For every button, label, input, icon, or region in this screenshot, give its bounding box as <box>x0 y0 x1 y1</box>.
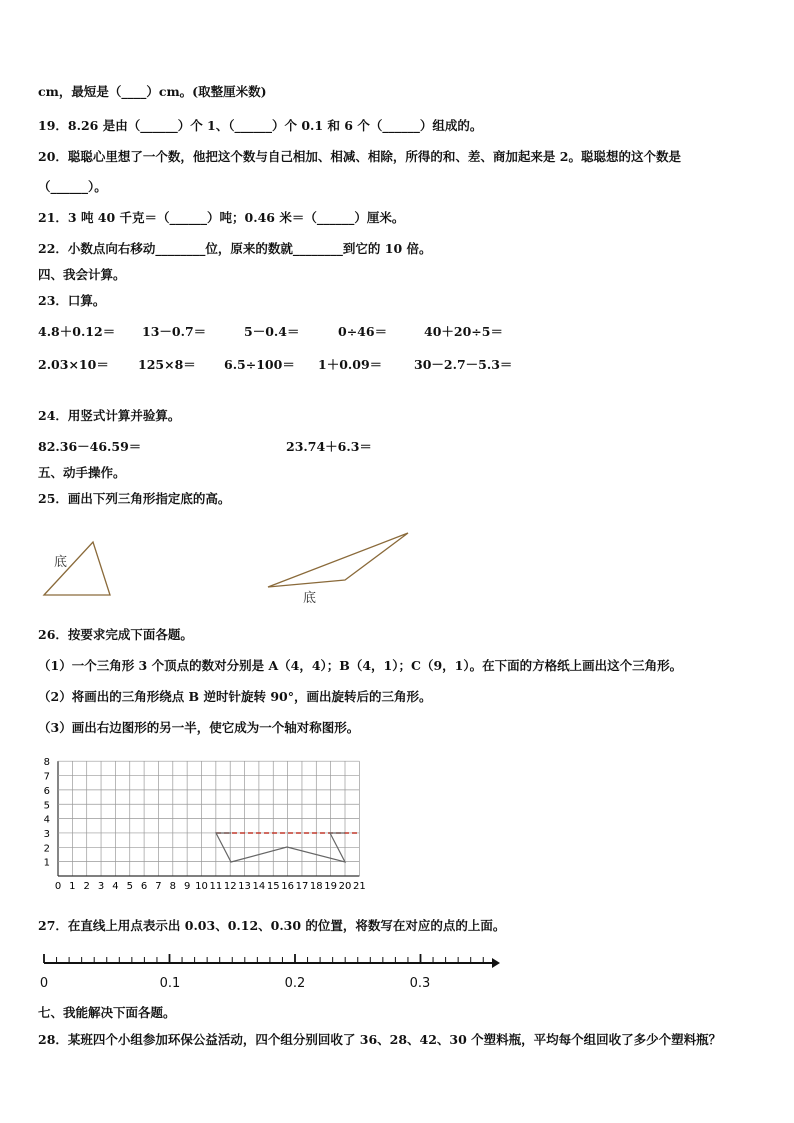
question-26-1: （1）一个三角形 3 个顶点的数对分别是 A（4，4）；B（4，1）；C（9，1）。在下面的方格纸上画出这个三角形。 <box>38 658 683 673</box>
question-23: 23．口算。 <box>38 293 106 308</box>
line-q18-tail: cm，最短是（____）cm。(取整厘米数) <box>38 84 267 99</box>
number-line-label: 0.2 <box>284 976 306 991</box>
oral-item: 13－0.7＝ <box>142 324 207 339</box>
oral-item: 2.03×10＝ <box>38 357 109 372</box>
number-line-ticks <box>44 954 483 963</box>
grid-y-tick-labels <box>44 757 50 868</box>
triangles-figure <box>0 525 794 610</box>
question-26-3: （3）画出右边图形的另一半，使它成为一个轴对称图形。 <box>38 720 360 735</box>
question-27: 27．在直线上用点表示出 0.03、0.12、0.30 的位置，将数写在对应的点的上面。 <box>38 918 506 933</box>
grid-x-tick-label: 5 <box>126 881 133 892</box>
grid-x-tick-label: 0 <box>54 881 62 892</box>
oral-item: 30－2.7－5.3＝ <box>414 357 513 372</box>
grid-y-tick-label: 6 <box>43 785 50 797</box>
grid-x-tick-label: 6 <box>140 881 148 892</box>
triangle-left-base-label: 底 <box>54 555 68 570</box>
coordinate-grid <box>0 750 794 895</box>
oral-item: 1＋0.09＝ <box>318 357 383 372</box>
grid-x-tick-label: 2 <box>83 881 90 892</box>
grid-x-tick-label: 10 <box>195 881 208 892</box>
number-line-label: 0.1 <box>159 976 181 991</box>
grid-x-tick-label: 4 <box>112 881 119 892</box>
question-26: 26．按要求完成下面各题。 <box>38 627 193 642</box>
question-21: 21．3 吨 40 千克＝（______）吨；0.46 米＝（______）厘米。 <box>38 210 405 225</box>
question-20: 20．聪聪心里想了一个数，他把这个数与自己相加、相减、相除，所得的和、差、商加起来是 2。聪聪想的这个数是 <box>38 149 681 164</box>
question-24: 24．用竖式计算并验算。 <box>38 408 181 423</box>
grid-x-tick-label: 19 <box>324 881 338 892</box>
grid-y-tick-label: 1 <box>43 857 50 869</box>
question-28: 28．某班四个小组参加环保公益活动，四个组分别回收了 36、28、42、30 个塑料瓶，平均每个组回收了多少个塑料瓶？ <box>38 1032 722 1047</box>
grid-lines <box>58 761 359 876</box>
grid-x-tick-label: 9 <box>183 881 191 892</box>
grid-y-tick-label: 2 <box>43 843 50 855</box>
triangle-right <box>268 533 408 587</box>
grid-x-tick-label: 17 <box>295 881 309 892</box>
grid-x-tick-labels <box>55 881 366 892</box>
question-26-2: （2）将画出的三角形绕点 B 逆时针旋转 90°，画出旋转后的三角形。 <box>38 689 432 704</box>
vertical-calc-1: 82.36－46.59＝ <box>38 439 142 454</box>
question-20-answer: （______）。 <box>38 179 107 194</box>
grid-x-tick-label: 16 <box>281 881 294 892</box>
grid-x-tick-label: 14 <box>252 881 266 892</box>
question-19: 19．8.26 是由（______）个 1、（______）个 0.1 和 6 个（______）组成的。 <box>38 118 483 133</box>
oral-item: 6.5÷100＝ <box>224 357 295 372</box>
grid-x-tick-label: 18 <box>309 881 323 892</box>
oral-item: 5－0.4＝ <box>244 324 300 339</box>
grid-y-tick-label: 5 <box>43 800 50 812</box>
grid-x-tick-label: 15 <box>266 881 280 892</box>
question-22: 22．小数点向右移动________位，原来的数就________到它的 10 倍。 <box>38 241 432 256</box>
section-7-heading: 七、我能解决下面各题。 <box>38 1005 176 1020</box>
grid-x-tick-label: 8 <box>169 881 176 892</box>
number-line-label: 0.3 <box>409 976 431 991</box>
grid-x-tick-label: 7 <box>155 881 162 892</box>
number-line-label: 0 <box>39 976 49 991</box>
oral-item: 0÷46＝ <box>338 324 388 339</box>
grid-x-tick-label: 20 <box>338 881 352 892</box>
grid-y-tick-label: 4 <box>43 814 50 826</box>
section-4-heading: 四、我会计算。 <box>38 267 126 282</box>
vertical-calc-2: 23.74＋6.3＝ <box>286 439 372 454</box>
grid-x-tick-label: 1 <box>69 881 76 892</box>
oral-item: 40＋20÷5＝ <box>424 324 503 339</box>
grid-y-tick-label: 7 <box>43 771 50 783</box>
oral-item: 4.8＋0.12＝ <box>38 324 116 339</box>
grid-x-tick-label: 21 <box>352 881 366 892</box>
grid-x-tick-label: 11 <box>209 881 223 892</box>
grid-x-tick-label: 12 <box>223 881 237 892</box>
triangle-right-base-label: 底 <box>303 591 317 606</box>
grid-y-tick-label: 8 <box>43 757 50 769</box>
number-line-arrow <box>492 958 500 968</box>
grid-y-tick-label: 3 <box>43 828 50 840</box>
number-line <box>0 950 794 995</box>
oral-item: 125×8＝ <box>138 357 196 372</box>
grid-x-tick-label: 3 <box>97 881 105 892</box>
grid-x-tick-label: 13 <box>238 881 251 892</box>
section-5-heading: 五、动手操作。 <box>38 465 126 480</box>
question-25: 25．画出下列三角形指定底的高。 <box>38 491 231 506</box>
